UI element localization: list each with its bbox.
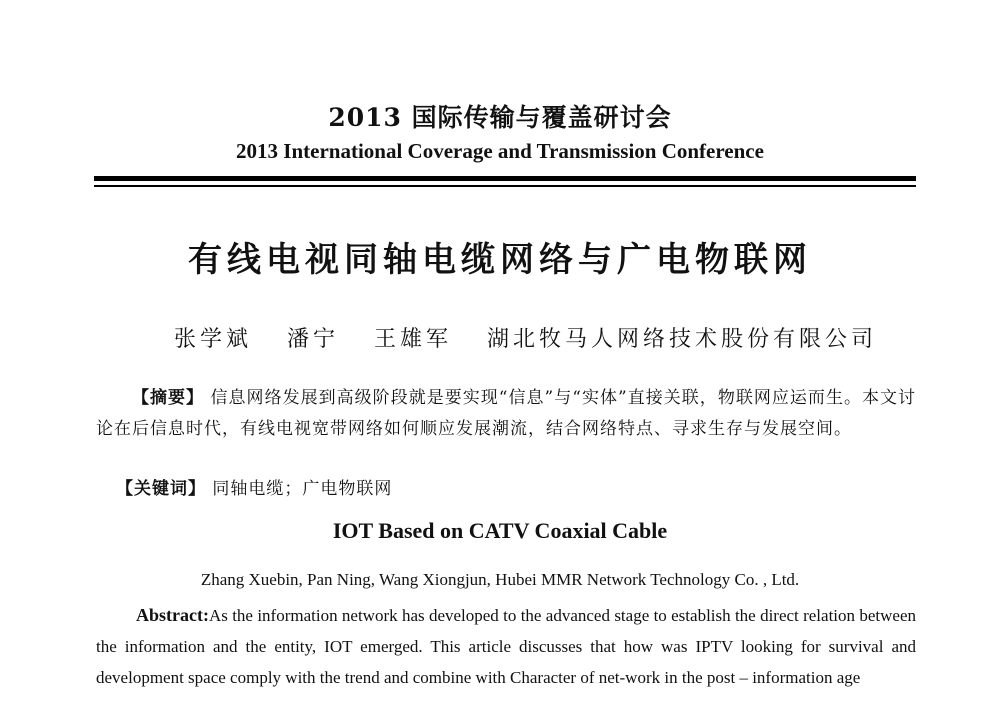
author-affiliation: 湖北牧马人网络技术股份有限公司: [487, 327, 878, 352]
abstract-label-en: Abstract:: [136, 605, 209, 625]
header-rule-thin: [94, 185, 916, 187]
conference-title-cn: 2013 国际传输与覆盖研讨会: [328, 103, 672, 132]
paper-title-en: IOT Based on CATV Coaxial Cable: [332, 518, 668, 543]
author-name: 王雄军: [374, 327, 453, 352]
abstract-label-cn: 【摘要】: [132, 388, 205, 408]
authors-cn: [174, 322, 901, 353]
abstract-en: [96, 600, 916, 693]
authors-en: Zhang Xuebin, Pan Ning, Wang Xiongjun, Hubei MMR Network Technology Co. , Ltd.: [200, 570, 800, 589]
keywords-text-cn: 同轴电缆；广电物联网: [212, 479, 393, 499]
abstract-text-cn: 信息网络发展到高级阶段就是要实现“信息”与“实体”直接关联，物联网应运而生。本文讨论在后信息时代，有线电视宽带网络如何顺应发展潮流，结合网络特点、寻求生存与发展空间。: [96, 388, 917, 439]
header-rule-thick: [94, 176, 916, 181]
keywords-label-cn: 【关键词】: [116, 479, 206, 499]
abstract-text-en: As the information network has developed to the advanced stage to establish the direct relation between the information and the entity, IOT emerged. This article discusses that how was IPTV looking for survival and development space comply with the trend and combine with Character of net-work in the post – information age: [96, 606, 916, 687]
keywords-cn: [116, 474, 936, 505]
conference-title-en: 2013 International Coverage and Transmission Conference: [236, 139, 764, 163]
abstract-cn: [96, 383, 916, 445]
author-name: 潘宁: [287, 327, 340, 352]
paper-title-cn: 有线电视同轴电缆网络与广电物联网: [188, 240, 812, 280]
author-name: 张学斌: [174, 327, 253, 352]
